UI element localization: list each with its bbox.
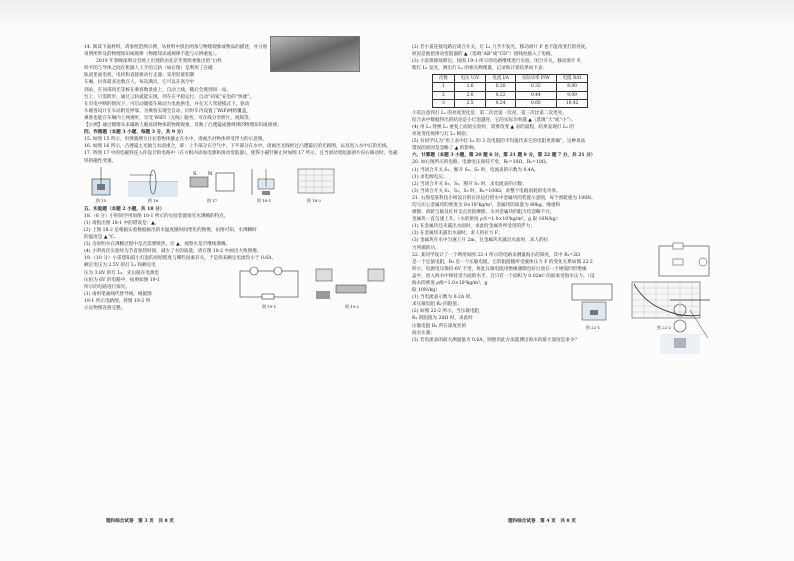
q21-line: 金属块一直匀速上升。（水的密度 ρ水=1.0×10³kg/m³，g 取 10N/kg） bbox=[412, 217, 561, 223]
table-cell: 0.60 bbox=[515, 99, 556, 107]
depth-gauge-circuit bbox=[568, 280, 618, 324]
q20-line: (2) 当闭合开关 S₂、S₃，断开 S₁ 时，求电流表的示数； bbox=[412, 181, 527, 187]
q14-line: 说明所涉及的物理知识或规律（物理知识或规律不能与示例重复）。 bbox=[84, 52, 220, 58]
q19-continued-line: (3) 小雷排除故障后，按图 19-1 所示的电路继续进行实验，闭合开关，移动滑片 P， bbox=[412, 59, 585, 65]
question-21 bbox=[412, 195, 662, 252]
figure-label: 图 22-1 bbox=[585, 325, 601, 330]
table-cell: 2.0 bbox=[454, 91, 486, 99]
table-cell: 10.42 bbox=[556, 99, 588, 107]
table-cell: 3 bbox=[433, 99, 455, 107]
q18-line: 的温度是 ▲ ℃。 bbox=[84, 235, 119, 241]
q14-line: 车厢，拉客最多达数百人，每次满员，它可以在高空中 bbox=[84, 80, 195, 86]
q22-line: 取 10N/kg） bbox=[412, 288, 440, 294]
q18-line: (2) 上图 18-2 是根据实验数据画出的水温度随时间变化的图像，由图可知，水沸腾时 bbox=[84, 227, 257, 233]
q21-line: 均匀实心金属块的密度为 8×10³kg/m³，金属块的质量为 80kg。绳重和 bbox=[412, 202, 561, 208]
q19-line: 示实物图连接完整。 bbox=[84, 306, 126, 311]
q19-line: 压恒为 6V 的电路中，按照如图 19-1 bbox=[84, 277, 161, 283]
q19-continued-line: 亮度变化规律与灯 L₁ 相似； bbox=[412, 132, 471, 138]
table-cell: 0.24 bbox=[486, 99, 516, 107]
question-18 bbox=[84, 213, 400, 256]
q22-line: 22. 某同学设计了一个利用如图 22-1 所示的电路来测量海水的深度，其中 R₁=2Ω bbox=[412, 252, 580, 258]
q18-line: (3) 为说明水在沸腾过程中是否需要吸热，应 ▲，观察水是否继续沸腾。 bbox=[84, 242, 231, 248]
table-cell: 0.44 bbox=[515, 91, 556, 99]
q14-line: 车载各设计在车站附近停靠。为乘客实现全自动，同时车内设置了WiFi网络覆盖， bbox=[84, 108, 251, 114]
q22-line: 是一个定值电阻，R₂ 是一个压敏电阻，它的阻值随所受液体压力 F 的变化关系如图 22-2 bbox=[412, 259, 593, 265]
q19-continued-line: 错误的原因是忽略了 ▲ 的影响。 bbox=[412, 146, 479, 152]
figure-label: 图 19-2 bbox=[344, 304, 360, 310]
table-cell: 0.22 bbox=[486, 91, 516, 99]
q19-figures bbox=[234, 265, 392, 312]
question-16: 16. 如图 16 所示，凸透镜主光轴与水面重合，即：上半部分在空气中，下半部分在水中。请画出光线经过凸透镜后的光路图，以及进入水中后的光线。 bbox=[84, 144, 391, 150]
table-cell: 9.09 bbox=[556, 91, 588, 99]
figure-22-1 bbox=[568, 280, 618, 337]
lens-water-diagram bbox=[128, 167, 178, 197]
q22-subquestions bbox=[412, 280, 562, 337]
section-5-heading: 五、实验题（本题 2 小题，共 18 分） bbox=[84, 206, 165, 212]
q20-circuit-diagram bbox=[655, 242, 715, 282]
q14-line: 台上，只需跨步，通过云轨就能实现。列车在平稳运行，自动“回家”充电的“快捷”。 bbox=[84, 94, 255, 100]
table-header: 次数 bbox=[433, 75, 455, 83]
figure-18-1 bbox=[246, 167, 282, 204]
svg-text:N: N bbox=[208, 170, 213, 177]
figure-19-2 bbox=[312, 265, 392, 312]
q20-line: (1) 当闭合开关 S₁，断开 S₂、S₃ 时，电流表的示数为 0.4A。 bbox=[412, 167, 539, 173]
q14-line: 轨道里面电机，电机和直接驱动行走器；采用轻量铝制 bbox=[84, 73, 195, 79]
page-3 bbox=[84, 44, 400, 514]
q22-line: 海水压强； bbox=[412, 330, 435, 336]
q19-continued-line: (5) 有同学认为“用上表中灯 L₁ 的 3 次电阻的平均值代表它的电阻更准确”，这种说法 bbox=[412, 139, 586, 145]
figure-16 bbox=[128, 167, 178, 204]
spring-scale-beaker-diagram bbox=[84, 167, 118, 197]
q21-line: 摩擦、滑轮与轴及杠杆支点处的摩擦，水对金属块的阻力均忽略不计， bbox=[412, 210, 555, 216]
q19-continued-line: 结合表中数据得出的结论是小灯泡越亮，它的实际功率越 ▲（选填“大”或“小”）。 bbox=[412, 117, 576, 123]
q18-line: (1) 请指出图 18-1 中的错误是：▲。 bbox=[84, 220, 160, 226]
table-header: 电阻 R/Ω bbox=[556, 75, 588, 83]
figures-15-18 bbox=[84, 167, 400, 204]
figure-label: 图 16 bbox=[147, 197, 159, 203]
table-header: 电压 U/V bbox=[454, 75, 486, 83]
figure-19-1 bbox=[234, 265, 304, 312]
q22-line: 海水的密度 ρ海=1.0×10³kg/m³，g bbox=[412, 281, 488, 286]
q19-continued-line: (4) 用 L₂ 替换 L₁ 重复上面的实验时，需要改变 ▲ 表的量程，结果发现灯 L₂ 的 bbox=[412, 124, 574, 130]
table-header-row bbox=[433, 75, 588, 83]
electromagnet-diagram bbox=[188, 167, 236, 197]
q19-line: 压为 3.8V 的灯 L₂，先后接在电源电 bbox=[84, 270, 160, 276]
q22-line: 求压敏电阻 R₂ 的阻值； bbox=[412, 302, 462, 308]
question-20 bbox=[412, 159, 652, 194]
q19-line: 额定电压为 2.5V 的灯 L₁ 和额定电 bbox=[84, 263, 156, 269]
table-row bbox=[433, 99, 588, 107]
section-4-heading: 四、作图题（本题 3 小题，每题 3 分，共 9 分） bbox=[84, 130, 186, 136]
q22-line: (3) 若电流表的最大测量值为 0.6A，则使用此方法能测出海水的最大深度是多少？ bbox=[412, 337, 580, 343]
q18-line: (4) 小明再次实验时为节省加热时间，减少了水的质量，请在图 18-2 中画出大致图像。 bbox=[84, 249, 262, 255]
scan-shadow bbox=[0, 0, 794, 30]
apparatus-photo-19-2 bbox=[312, 265, 392, 303]
section-6-heading: 六、计算题（本题 3 小题，第 20 题 6 分，第 21 题 8 分，第 22 题 7 分，共 21 分） bbox=[412, 153, 596, 159]
q19-line: 所示的电路进行探究。 bbox=[84, 284, 130, 290]
figure-18-2 bbox=[292, 167, 336, 204]
q22-line: 压敏电阻 R₂ 所在深度处的 bbox=[412, 323, 467, 329]
q19-line: (1) 请用笔画线代替导线，根据图 bbox=[84, 291, 152, 297]
table-cell: 0.20 bbox=[486, 83, 516, 91]
q22-line: 盒中，放入海水中保持受力面的水平，且只有一个面积为 0.02m² 的面承受海水压力。（设 bbox=[412, 273, 595, 279]
q20-line: (3) 当闭合开关 S₁、S₂、S₃ 时，R₂=100Ω，求整个电路消耗的电功率。 bbox=[412, 188, 561, 194]
temperature-time-grid bbox=[292, 167, 336, 197]
q21-line: (3) 金属块在水中匀速上升 2m，且金属块未露出水面时，求人的拉 bbox=[412, 238, 549, 244]
boiling-apparatus-diagram bbox=[246, 167, 282, 197]
q19-line: 19.（10 分）小雷想知道小灯泡的亮暗程度与哪些因素有关，于是找来额定电流均小于 0.6A， bbox=[84, 256, 277, 262]
q19-continued-line: 原因是他把滑动变阻器的 ▲（选填“AB”或“CD”）接线柱接入了电路。 bbox=[412, 52, 556, 58]
table-cell: 1.6 bbox=[454, 83, 486, 91]
table-cell: 2.5 bbox=[454, 99, 486, 107]
figure-label: 图 18-1 bbox=[256, 197, 272, 203]
table-cell: 1 bbox=[433, 83, 455, 91]
question-19 bbox=[84, 255, 400, 312]
q21-line: 力所做的功。 bbox=[412, 245, 440, 251]
figure-label: 图 18-2 bbox=[306, 197, 322, 203]
q14-line: 乘客也能在车厢内上网视听，享受 WIFI（无线）服务，可在线分享照片，视频等。 bbox=[84, 115, 254, 121]
page-3-footer: 理科综合试卷 第 3 页 共 8 页 bbox=[106, 519, 174, 524]
q19-continued-line: 使灯 L₁ 发光，测出灯 L₁ 的相关物理量，记录和计算结果如下表： bbox=[412, 66, 548, 72]
q22-line: R₂ 的阻值为 20Ω 时，求此时 bbox=[412, 316, 473, 322]
q21-line: (2) 在金属块未露出水面时，求人的拉力 F； bbox=[412, 231, 503, 237]
q20-line: (1) 求电源电压； bbox=[412, 174, 448, 180]
q19-continued-line: 小雷注意到灯 L₁ 的亮度变化是：第二次比第一次亮，第三次比第二次更亮。 bbox=[412, 110, 567, 116]
table-header: 电流 I/A bbox=[486, 75, 516, 83]
q19-text bbox=[84, 255, 277, 312]
figure-17 bbox=[188, 167, 236, 204]
svg-text:S: S bbox=[193, 170, 197, 177]
figure-label: 图 19-1 bbox=[261, 304, 277, 310]
figure-label: 图 17 bbox=[206, 197, 218, 203]
figure-label: 图 15 bbox=[95, 197, 107, 203]
figure-15 bbox=[84, 167, 118, 204]
cloud-rail-train-photo bbox=[270, 36, 360, 72]
q22-line: (2) 如图 22-2 所示，当压敏电阻 bbox=[412, 309, 480, 315]
q19-continued-line: (2) 若小雷连接电路后闭合开关，灯 L₁ 几乎不发光，移动滑片 P 也不能改变灯的亮度。 bbox=[412, 45, 590, 50]
table-cell: 8.00 bbox=[556, 83, 588, 91]
table-header: 实际功率 P/W bbox=[515, 75, 556, 83]
figure-label: 图 22-2 bbox=[656, 325, 672, 330]
q22-line: 所示，电源电压保持 6V 不变，将此压敏电阻用绝缘薄膜包好后放在一个硬质凹形绝缘 bbox=[412, 266, 587, 272]
q14-line: 14. 阅读下面材料，请参照范例示例，从材料中找出两条与物理现象或物品的描述，并分别 bbox=[84, 45, 268, 50]
q19-line: 19-1 所示电路图，将图 19-2 所 bbox=[84, 298, 151, 304]
q14-example: 【示例】通过摄像头来辅助人眼看清物体的物理现象，反映了凸透镜成像规律的物理知识或规律。 bbox=[84, 123, 282, 129]
q20-line: 20. 如右图所示的电路，电源电压保持不变，R₁=10Ω，R₂=10Ω。 bbox=[412, 160, 551, 166]
data-table bbox=[432, 74, 588, 107]
table-cell: 2 bbox=[433, 91, 455, 99]
table-row bbox=[433, 91, 588, 99]
circuit-diagram-19-1 bbox=[234, 265, 304, 303]
table-cell: 0.32 bbox=[515, 83, 556, 91]
q21-pulley-diagram bbox=[660, 298, 720, 354]
table-row bbox=[433, 83, 588, 91]
q14-line: 在市电中断的情况下，可启动储能车载动力电池供电，并在无人驾驶模式下。驱动 bbox=[84, 101, 250, 107]
q14-line: 到站，在顶部风光等候在乘客数景座上，自动上线，随后会驶到同一站。 bbox=[84, 87, 232, 93]
q18-line: 18.（8 分）小明同学用如图 18-1 所示的实验装置探究水沸腾的特点。 bbox=[84, 213, 229, 219]
question-15: 15. 如图 15 所示，用弹簧测力计拉着物体静止在水中，请画出对物体所受浮力的示意图。 bbox=[84, 137, 267, 143]
question-17: 17. 将图 17 中的电磁铁连入你设计的电路中（在方框内添加电源和滑动变阻器），使得小磁针静止时如图 17 所示，且当滑动变阻器滑片向右移动时，电磁铁的磁性变强。 bbox=[84, 151, 398, 164]
q21-line: (1) 在金属块还未露出水面时，求此时金属块所受到的浮力； bbox=[412, 224, 535, 230]
q14-line: 样平的与导体之间在机器人上手的云轨（如右图）是利用了在磁 bbox=[84, 66, 213, 72]
q21-line: 21. 右图是某科技小组设计的在岸边打捞水中金属块的装置示意图，每个滑轮重为 100N， bbox=[412, 195, 596, 201]
q14-line: 2019 年春晚深圳分会场上出现的由北京冬奥组委推出的“白样 bbox=[96, 59, 222, 65]
q22-line: (1) 当电流表示数为 0.2A 时， bbox=[412, 295, 475, 301]
page-4-footer: 理科综合试卷 第 4 页 共 8 页 bbox=[508, 519, 576, 524]
